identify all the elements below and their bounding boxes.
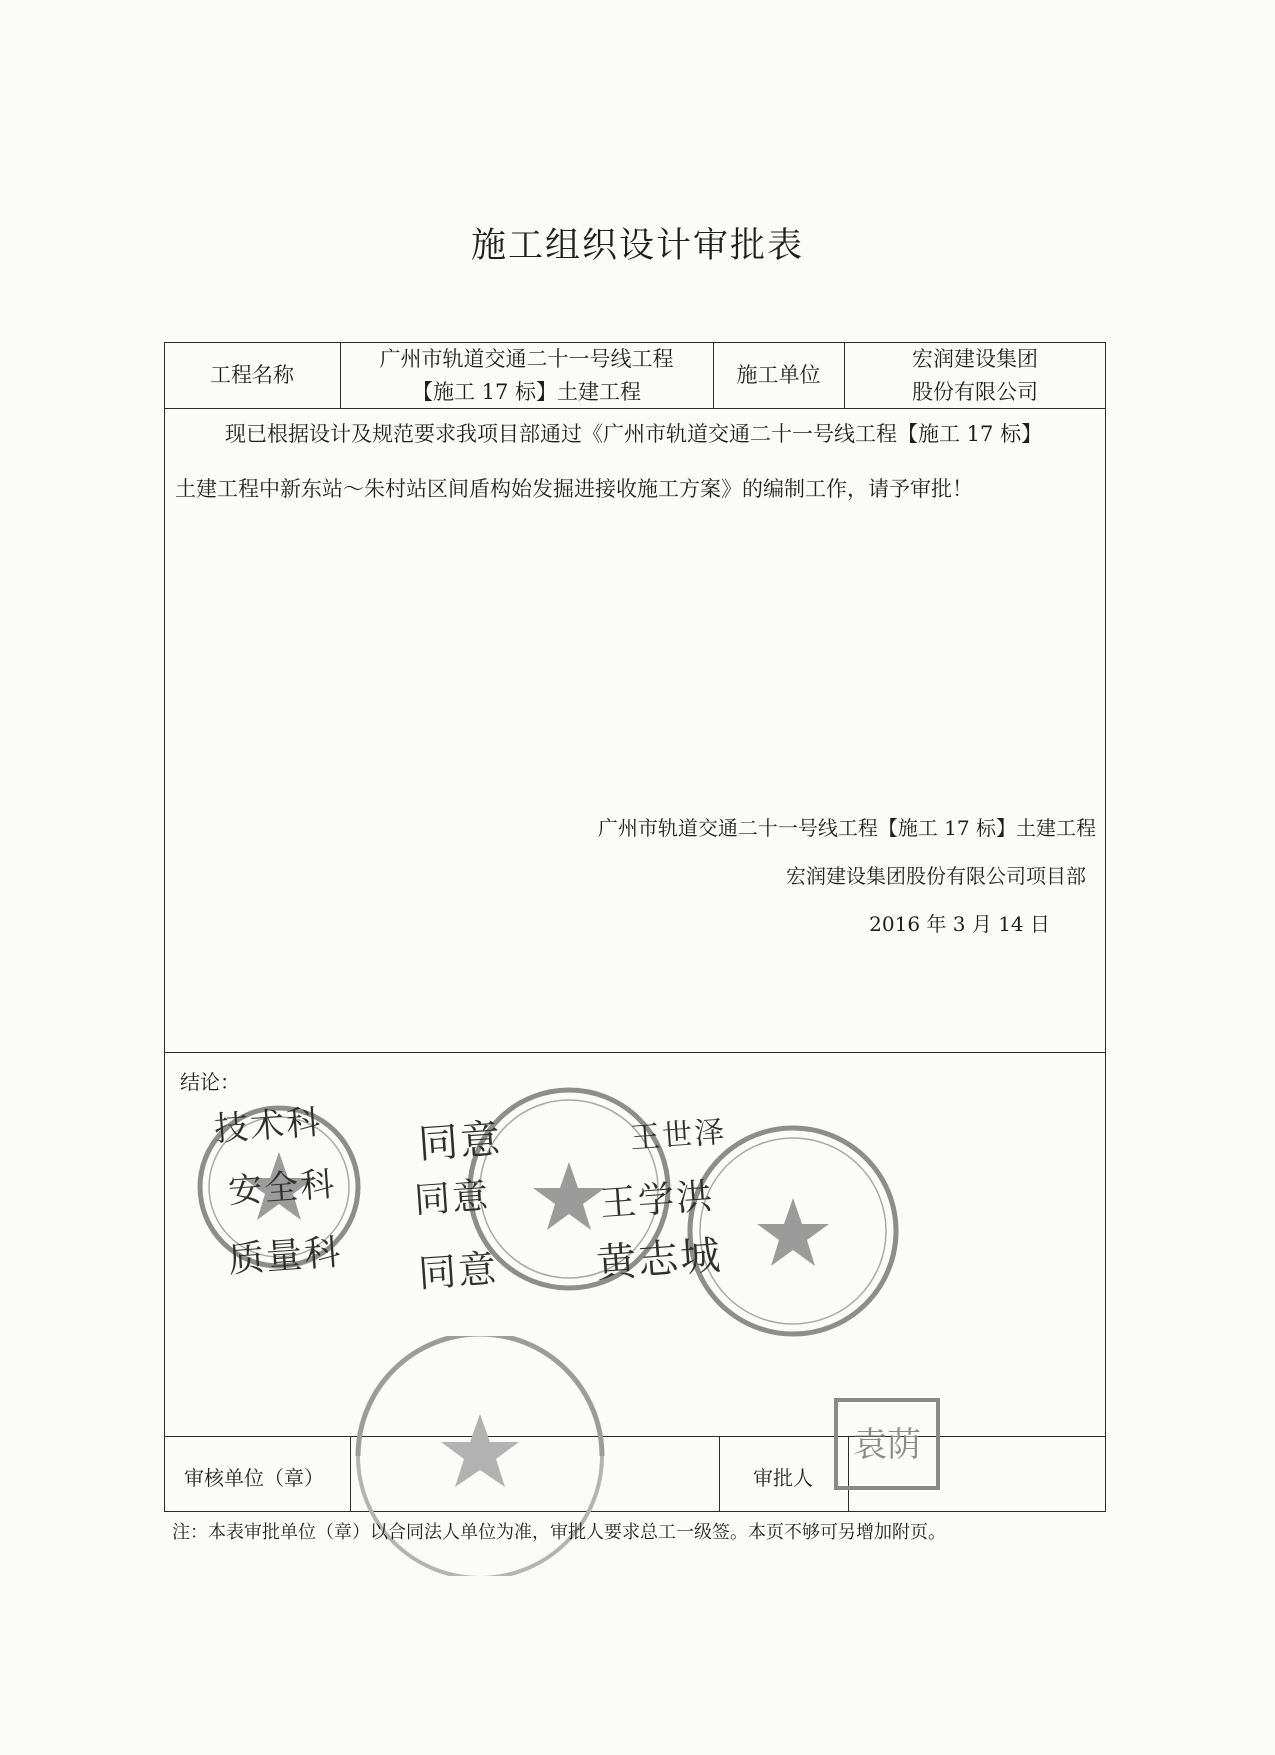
contractor-line2: 股份有限公司 [912,380,1038,404]
signature-date: 2016 年 3 月 14 日 [869,912,1050,936]
row-divider-3 [164,1436,1106,1437]
review-unit-label: 审核单位（章） [184,1466,324,1490]
project-name-label: 工程名称 [210,363,294,387]
signature-company: 宏润建设集团股份有限公司项目部 [786,864,1086,888]
handwritten-agree-2: 同意 [412,1175,492,1222]
contractor-label: 施工单位 [736,363,821,387]
contractor-line1: 宏润建设集团 [912,347,1038,371]
handwritten-name-3: 黄志城 [594,1232,724,1288]
project-name-line1: 广州市轨道交通二十一号线工程 [379,347,674,371]
page-title: 施工组织设计审批表 [470,226,804,266]
contractor-value [844,343,1106,409]
approver-seal [832,1396,942,1492]
body-line-1: 现已根据设计及规范要求我项目部通过《广州市轨道交通二十一号线工程【施工 17 标】 [225,422,1043,446]
approver-label: 审批人 [753,1466,813,1490]
footnote: 注：本表审批单位（章）以合同法人单位为准，审批人要求总工一级签。本页不够可另增加附页。 [172,1522,946,1543]
handwritten-dept-1: 技术科 [212,1102,324,1150]
row-divider-2 [164,1052,1106,1053]
signature-project: 广州市轨道交通二十一号线工程【施工 17 标】土建工程 [597,816,1096,840]
handwritten-agree-3: 同意 [416,1246,500,1296]
col-divider-5 [719,1436,720,1512]
handwritten-name-2: 王学洪 [598,1176,716,1225]
request-body [175,407,1095,517]
handwritten-dept-2: 安全科 [226,1164,338,1212]
conclusion-label: 结论： [180,1070,240,1094]
project-name-line2: 【施工 17 标】土建工程 [411,380,642,404]
handwritten-agree-1: 同意 [416,1116,504,1168]
approver-seal-text: 袁荫 [853,1425,921,1465]
handwritten-dept-3: 质量科 [226,1232,344,1281]
project-name-value [340,343,713,409]
handwritten-name-1: 王世泽 [629,1114,728,1157]
body-line-2: 土建工程中新东站～朱村站区间盾构始发掘进接收施工方案》的编制工作，请予审批！ [175,477,973,501]
